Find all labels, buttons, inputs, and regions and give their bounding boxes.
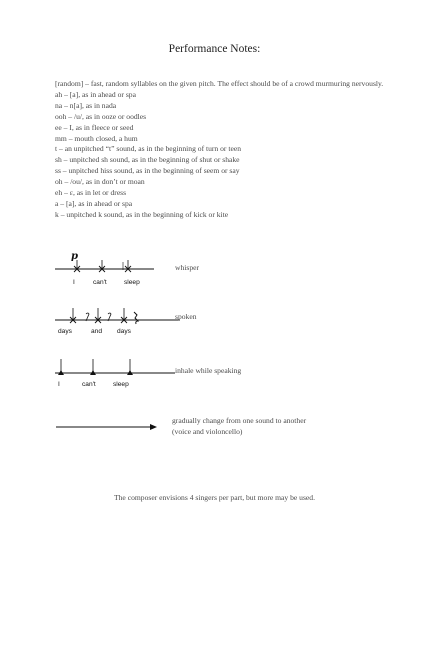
whisper-label: whisper xyxy=(175,263,200,272)
whisper-lyric-3: sleep xyxy=(124,279,140,286)
note-na: na – n[a], as in nada xyxy=(55,100,117,110)
inhale-label: inhale while speaking xyxy=(175,366,242,375)
note-ah: ah – [a], as in ahead or spa xyxy=(55,89,136,99)
inhale-lyric-1: I xyxy=(58,381,60,388)
note-k: k – unpitched k sound, as in the beginning of kick or kite xyxy=(55,209,229,219)
gliss-label-line1: gradually change from one sound to another xyxy=(172,416,307,425)
whisper-lyric-2: can't xyxy=(93,279,107,286)
spoken-lyric-2: and xyxy=(91,328,103,335)
note-mm: mm – mouth closed, a hum xyxy=(55,133,138,143)
note-oh: oh – /ou/, as in don’t or moan xyxy=(55,177,145,187)
gliss-label xyxy=(172,416,306,438)
note-ss: ss – unpitched hiss sound, as in the beginning of seem or say xyxy=(55,166,240,176)
page-title: Performance Notes: xyxy=(168,43,261,55)
gliss-notation xyxy=(40,420,170,434)
note-ooh: ooh – /u/, as in ooze or oodles xyxy=(55,111,147,121)
note-t: t – an unpitched “t” sound, as in the beginning of turn or teen xyxy=(55,144,242,154)
note-ee: ee – I, as in fleece or seed xyxy=(55,122,134,132)
inhale-lyric-3: sleep xyxy=(113,381,129,388)
spoken-label: spoken xyxy=(175,312,197,321)
dynamic-piano-mark: p xyxy=(71,251,78,262)
footer-note: The composer envisions 4 singers per part, but more may be used. xyxy=(114,493,315,502)
spoken-lyric-3: days xyxy=(117,328,131,335)
inhale-lyric-2: can't xyxy=(82,381,96,388)
inhale-notation xyxy=(40,356,180,386)
notes-list xyxy=(55,79,385,221)
note-a: a – [a], as in ahead or spa xyxy=(55,198,133,208)
whisper-staff-icon xyxy=(40,248,180,293)
note-eh: eh – ɛ, as in let or dress xyxy=(55,188,127,198)
whisper-notation xyxy=(40,248,180,293)
arrow-right-icon xyxy=(40,420,170,434)
inhale-staff-icon xyxy=(40,356,180,386)
note-random: [random] – fast, random syllables on the given pitch. The effect should be of a crowd murmuring nervously. xyxy=(55,79,384,88)
note-sh: sh – unpitched sh sound, as in the beginning of shut or shake xyxy=(55,155,240,165)
gliss-label-line2: (voice and violoncello) xyxy=(172,426,243,436)
whisper-lyric-1: I xyxy=(73,279,75,286)
spoken-lyric-1: days xyxy=(58,328,72,335)
